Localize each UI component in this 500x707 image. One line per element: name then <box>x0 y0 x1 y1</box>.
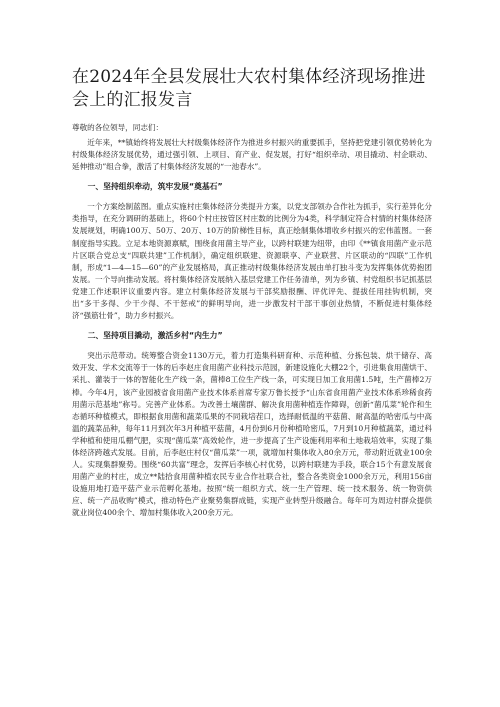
section-heading-1: 一、坚持组织牵动，筑牢发展“奠基石” <box>87 182 223 192</box>
section-heading-2: 二、坚持项目撬动，激活乡村“内生力” <box>87 331 223 341</box>
section-2-paragraph: 突出示范带动。统筹整合资金1130万元，着力打造集科研育种、示范种植、分拣包装、烘干储存、高效开发、学术交流等于一体的后李赵庄食用菌产业科技示范园，新建设施化大棚22个，引进集食用菌烘干、采扎、灌装于一体的智能化生产线一条，菌棒8工位生产线一条，可实现日加工食用菌1.5吨，生产菌棒2万棒。今年4月，该产业园被省食用菌产业技术体系首席专家万鲁长授予“山东省食用菌产业技术体系珍稀食药用菌示范基地”称号。完善产业体系。为改善土壤菌群、解决食用菌种植连作障碍，创新“菌瓜菜”轮作和生态循环种植模式，即根据食用菌和蔬菜瓜果的不同栽培茬口，选择耐低温的平菇菌、耐高温的哈密瓜与中高温的蔬菜品种，每年11月到次年3月种植平菇菌，4月份到6月份种植哈密瓜，7月到10月种植蔬菜，通过科学种植和使用瓜棚气肥，实现“菌瓜菜”高效轮作，进一步提高了生产设施利用率和土地栽培效率，实现了集体经济跨越式发展。目前，后李赵庄村仅“菌瓜菜”一项，就增加村集体收入80余万元，带动附近就业100余人。实现集群聚势。围绕“60共富”理念，发挥后李核心村优势，以跨村联建为手段，联合15个有意发展食用菌产业的村庄，成立**陆拾食用菌种植农民专业合作社联合社，整合各类资金1000余万元，利用156亩设施用地打造平菇产业示范孵化基地。按照“统一组织方式、统一生产管理、统一技术服务、统一物资供应、统一产品收购”模式，推动特色产业聚势集群成链，实现产业转型升级融合。每年可为周边村群众提供就业岗位400余个、增加村集体收入200余万元。 <box>72 351 432 518</box>
document-page <box>72 66 432 520</box>
salutation: 尊敬的各位领导，同志们： <box>72 123 164 132</box>
document-title: 在2024年全县发展壮大农村集体经济现场推进会上的汇报发言 <box>72 67 426 110</box>
section-1-paragraph: 一个方案绘制蓝图。重点实施村庄集体经济分类提升方案，以党支部领办合作社为抓手，实行差异化分类指导，在充分调研的基础上，将60个村庄按管区村庄数的比例分为4类，科学制定符合村情的村集体经济发展规划，明确100万、50万、20万、10万的阶梯性目标，真正绘制集体增收乡村振兴的宏伟蓝图。一套制度指导实践。立足本地资源禀赋，围绕食用菌主导产业，以跨村联建为纽带，由印《**镇食用菌产业示范片区联合党总支“四联共建”工作机制》，确定组织联建、资源联享、产业联营、片区联动的“四联”工作机制，形成“1—4—15—60”的产业发展格局，真正推动村级集体经济发展由单打独斗变为发挥集体优势抱团发展。一个导向推动发展。将村集体经济发展纳入基层党建工作任务清单，列为乡镇、村党组织书记抓基层党建工作述职评议重要内容。建立村集体经济发展与干部奖励报酬、评优评先、提拔任用挂钩机制，突出“多干多得、少干少得、不干惩戒”的鲜明导向，进一步激发村干部干事创业热情，不断促进村集体经济“强筋壮骨”，助力乡村振兴。 <box>72 202 432 321</box>
intro-paragraph: 近年来，**镇始终将发展壮大村级集体经济作为推进乡村振兴的重要抓手，坚持把党建引领优势转化为村级集体经济发展优势，通过强引领、上项目、育产业、促发展，打好“组织牵动、项目撬动、村企联动、延伸推动”组合拳，激活了村集体经济发展的“一池春水”。 <box>72 138 432 172</box>
